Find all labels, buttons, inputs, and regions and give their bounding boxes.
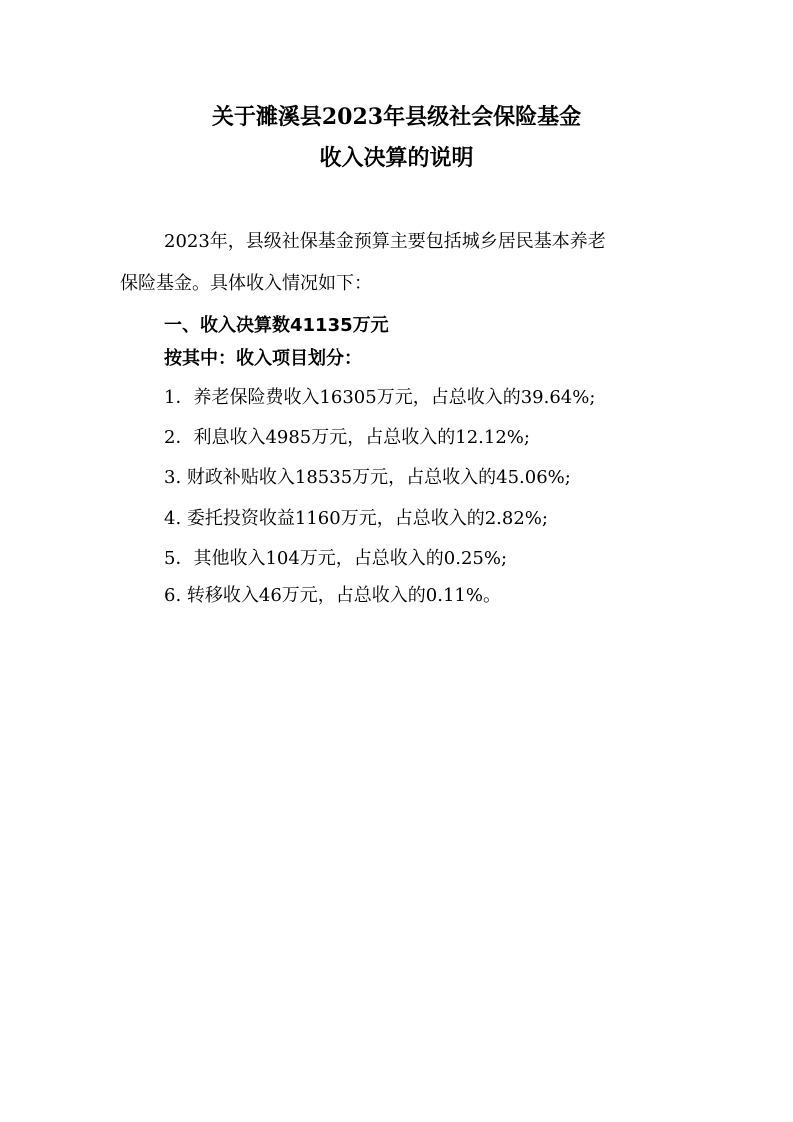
- list-item: 5．其他收入104万元，占总收入的0.25%;: [164, 548, 508, 569]
- section-heading: 一、收入决算数41135万元: [164, 315, 389, 336]
- document-title-line-1: 关于濉溪县2023年县级社会保险基金: [211, 104, 582, 130]
- list-item: 1．养老保险费收入16305万元，占总收入的39.64%;: [164, 387, 596, 408]
- list-item: 2．利息收入4985万元，占总收入的12.12%;: [164, 427, 530, 448]
- list-item: 4. 委托投资收益1160万元，占总收入的2.82%;: [164, 508, 548, 529]
- subheading: 按其中：收入项目划分：: [164, 348, 362, 369]
- intro-paragraph-line-2: 保险基金。具体收入情况如下：: [120, 273, 372, 294]
- document-title-line-2: 收入决算的说明: [319, 145, 474, 171]
- intro-paragraph-line-1: 2023年，县级社保基金预算主要包括城乡居民基本养老: [164, 231, 606, 252]
- list-item: 6. 转移收入46万元，占总收入的0.11%。: [164, 585, 501, 606]
- list-item: 3. 财政补贴收入18535万元，占总收入的45.06%;: [164, 467, 571, 488]
